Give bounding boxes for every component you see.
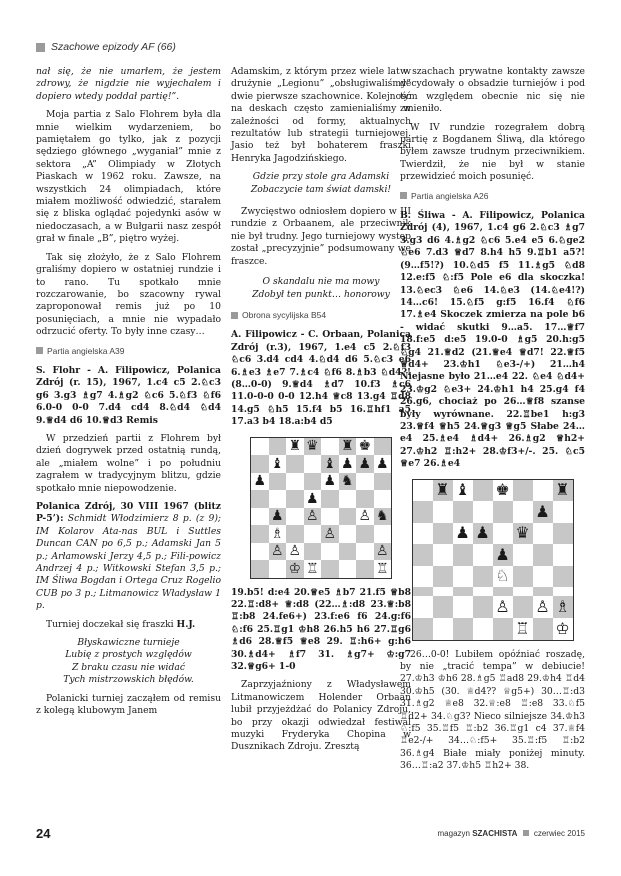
chess-piece: ♝ [453, 480, 473, 502]
chess-square [473, 480, 493, 502]
section-label-text: Partia angielska A39 [47, 345, 125, 356]
chess-square [251, 438, 269, 456]
chess-square [269, 473, 287, 491]
chess-square [453, 596, 473, 618]
game-moves: B. Śliwa - A. Filipowicz, Polanica Zdrój (4), 1967, 1.c4 g6 2.♘c3 ♗g7 3.g3 d6 4.♗g2 ♘c6 5.e4 e5 6.♘ge2 ♘e6 7.d3 ♕d7 8.h4 h5 9.♖b1 a5?! (9…f5!?) 10.♘d5 f5 11.♗g5 ♘d8 12.e:f5 ♘:f5 Pole e6 dla skoczka! 13.♘ec3 ♘e6 14.♘e3 (14.♘e4!?) 14…c6! 15.♘f5 g:f5 16.f4 ♘f6 17.♗e4 Skoczek zmierza na pole b6 - widać skutki 9…a5. 17…♕f7 18.f:e5 d:e5 19.0-0 ♗g5 20.h:g5 ♘g4 21.♕d2 (21.♕e4 ♕d7! 22.♕f5 ♕d4+ 23.♔h1 ♘e3-/+) 21…h4 Niejasne było 21…e4 22. ♘e4 ♘d4+ 23.♔g2 ♘e3+ 24.♔h1 h4 25.g4 f4 26.g6, chociaż po 26…♕f8 szanse były wyrównane. 22.♖be1 h:g3 23.♕f4 ♕h5 24.♕g3 ♕g5 Słabe 24…e4 25.♗e4 ♗d4+ 26.♗g2 ♕h2+ 27.♔h2 ♖:h2+ 28.♔f3+/-. 25. ♘c5 ♕e7 26.♗e4 [400, 210, 585, 470]
chess-square [433, 501, 453, 523]
poem [231, 276, 411, 301]
chess-square [374, 473, 392, 491]
chess-square [304, 543, 322, 561]
chess-square [513, 566, 533, 588]
chess-square [321, 490, 339, 508]
chess-square [433, 566, 453, 588]
poem-line: Gdzie przy stole gra Adamski [252, 171, 390, 183]
chess-square [533, 587, 553, 596]
chess-square [286, 473, 304, 491]
chess-piece: ♗ [553, 596, 573, 618]
chess-square [553, 544, 573, 566]
paragraph: 26…0-0! Lubiłem opóźniać roszadę, by nie „tracić tempa” w debiucie! 27.♔h3 ♔h6 28.♗g5 ♖ad8 29.♔h4 ♖d4 30.♔h5 (30. ♕d4?? ♕g5+) 30…♖:d3 31.♗g2 ♕e8 32.♕:e8 ♖:e8 33.♘f5 ♖d2+ 34.♘g3? Nieco silniejsze 34.♔h3 ♘:f5 35.♖f5 ♖:b2 36.♖g1 c4 37.♕f4 ♖e2-/+ 34…♘:f5+ 35.♖:f5 ♖:b2 36.♗g4 Białe miały poniżej minuty. 36…♖:a2 37.♔h5 ♖h2+ 38. [400, 648, 585, 772]
chess-piece: ♟ [533, 501, 553, 523]
chess-square [513, 587, 533, 596]
chess-square [473, 596, 493, 618]
chess-square [251, 508, 269, 526]
chess-piece: ♖ [374, 560, 392, 578]
header-square-icon [36, 43, 45, 52]
game-moves: 19.b5! d:e4 20.♕e5 ♗b7 21.f5 ♕b8 22.♖:d8+ ♕:d8 (22…♗:d8 23.♕:b8 ♖:b8 24.fe6+) 23.f:e6 f6 24.g:f6 ♘:f6 25.♖g1 ♔h8 26.h5 h6 27.♖g6 ♗d6 28.♕f5 ♕e8 29. ♖:h6+ g:h6 30.♗d4+ ♗f7 31. ♗g7+ ♔:g7 32.♕g6+ 1-0 [231, 586, 411, 672]
poem-line: O skandalu nie ma mowy [262, 276, 380, 288]
chess-square [286, 455, 304, 473]
chess-piece: ♟ [269, 508, 287, 526]
paragraph-text: Turniej doczekał się fraszki [46, 618, 174, 630]
paragraph-italic: Schmidt Włodzimierz 8 p. (z 9); IM Kolarov Ata-nas BUL i Suttles Duncan CAN po 6,5 p.; Adamski Jan 5 p.; Arłamowski Jerzy 4,5 p.; Fili-powicz Andrzej 4 p.; Witkowski Stefan 3,5 p.; IM Śliwa Bogdan i Ortega Cruz Rogelio CUB po 3 p.; Litmanowicz Władysław 1 p. [36, 513, 222, 612]
chess-square [533, 566, 553, 588]
chess-square [533, 480, 553, 502]
section-label-text: Obrona sycylijska B54 [242, 309, 327, 320]
chess-square [339, 543, 357, 561]
header-title: Szachowe epizody AF (66) [51, 41, 176, 53]
chess-square [251, 543, 269, 561]
chess-piece: ♟ [251, 473, 269, 491]
paragraph-bold: H.J. [176, 618, 196, 630]
chess-square [269, 490, 287, 508]
chess-piece: ♔ [553, 618, 573, 640]
chess-piece: ♟ [493, 544, 513, 566]
footer-magazine [438, 829, 586, 838]
footer-magazine-name: SZACHISTA [472, 829, 518, 838]
chess-piece: ♜ [553, 480, 573, 502]
chess-square [269, 438, 287, 456]
paragraph: Zwycięstwo odniosłem dopiero w III rundzie z Orbaanem, ale przeciwnik nie był trudny. Jego turniejowy występ został „precyzyjnie” podsumowany we fraszce. [231, 206, 411, 267]
footer-square-icon [523, 830, 529, 836]
poem-line: Zobaczycie tam świat damski! [250, 183, 392, 195]
game-moves: A. Filipowicz - C. Orbaan, Polanica Zdrój (r.3), 1967, 1.e4 c5 2.♘f3 ♘c6 3.d4 cd4 4.♘d4 d6 5.♘c3 e6 6.♗e3 ♗e7 7.♗c4 ♘f6 8.♗b3 ♘d4?! (8…0-0) 9.♕d4 ♗d7 10.f3 ♗c6 11.0-0-0 0-0 12.h4 ♕c8 13.g4 ♖d8 14.g5 ♘h5 15.f4 b5 16.♖hf1 a5 17.a3 b4 18.a:b4 d5 [231, 329, 411, 428]
chess-piece: ♞ [339, 473, 357, 491]
chess-piece: ♟ [453, 523, 473, 545]
chess-square [553, 587, 573, 596]
paragraph: nał się, że nie umarłem, że jestem zdrowy, że nigdzie nie wyjechałem i dopiero wtedy poddał partię!”. [36, 66, 221, 102]
chess-piece: ♜ [286, 438, 304, 456]
footer-issue: czerwiec 2015 [533, 829, 585, 838]
poem-line: Lubię z prostych względów [65, 649, 192, 661]
paragraph: Polanicki turniej zacząłem od remisu z kolegą klubowym Janem [36, 692, 221, 717]
chess-square [553, 523, 573, 545]
chess-square [339, 525, 357, 543]
chess-square [413, 596, 433, 618]
chess-square [304, 473, 322, 491]
chess-square [513, 596, 533, 618]
chess-square [356, 543, 374, 561]
chess-square [433, 523, 453, 545]
chess-square [413, 566, 433, 588]
poem [231, 171, 411, 196]
section-label-text: Partia angielska A26 [411, 190, 489, 201]
chess-square [453, 587, 473, 596]
section-label [231, 309, 411, 321]
chess-square [413, 480, 433, 502]
chess-square [473, 587, 493, 596]
chess-square [533, 618, 553, 640]
chess-square [413, 618, 433, 640]
poem-line: Tych mistrzowskich błędów. [63, 674, 194, 686]
chess-square [374, 490, 392, 508]
paragraph: W przedzień partii z Flohrem był dzień dogrywek przed ostatnią rundą, ale „miałem wolne” i po południu zagrałem w tradycyjnym blitzu, gdzie spotkało mnie niepowodzenie. [36, 432, 221, 494]
paragraph: w szachach prywatne kontakty zawsze decydowały o obsadzie turniejów i pod tym względem obecnie nic się nie zmieniło. [400, 66, 585, 115]
chess-square [413, 587, 433, 596]
chess-square [473, 566, 493, 588]
chess-square [553, 566, 573, 588]
chess-square [339, 560, 357, 578]
chess-square [251, 455, 269, 473]
chess-square [433, 596, 453, 618]
chess-piece: ♚ [356, 438, 374, 456]
chess-square [493, 618, 513, 640]
chess-diagram [250, 437, 392, 579]
chess-piece: ♙ [269, 543, 287, 561]
chess-piece: ♘ [493, 566, 513, 588]
page-header [36, 40, 176, 54]
chess-piece: ♔ [286, 560, 304, 578]
chess-square [453, 544, 473, 566]
chess-square [374, 525, 392, 543]
chess-piece: ♙ [356, 508, 374, 526]
chess-piece: ♞ [374, 508, 392, 526]
chess-square [356, 525, 374, 543]
chess-piece: ♟ [321, 473, 339, 491]
chess-square [339, 508, 357, 526]
column-3 [400, 66, 585, 779]
chess-square [321, 543, 339, 561]
chess-square [286, 508, 304, 526]
chess-square [339, 490, 357, 508]
chess-piece: ♜ [339, 438, 357, 456]
poem [36, 637, 221, 687]
chess-square [321, 508, 339, 526]
chess-square [286, 490, 304, 508]
poem-line: Z braku czasu nie widać [72, 661, 185, 673]
chess-piece: ♟ [374, 455, 392, 473]
chess-piece: ♟ [473, 523, 493, 545]
chess-square [533, 544, 553, 566]
section-square-icon [36, 347, 43, 354]
chess-square [513, 501, 533, 523]
chess-square [533, 523, 553, 545]
column-1 [36, 66, 221, 724]
chess-square [453, 566, 473, 588]
game-moves: S. Flohr - A. Filipowicz, Polanica Zdrój (r. 15), 1967, 1.c4 c5 2.♘c3 g6 3.g3 ♗g7 4.♗g2 ♘c6 5.♘f3 ♘f6 6.0-0 0-0 7.d4 cd4 8.♘d4 ♘d4 9.♕d4 d6 10.♕d3 Remis [36, 364, 221, 426]
poem-line: Zdobył ten punkt… honorowy [252, 288, 390, 300]
chess-square [513, 480, 533, 502]
chess-piece: ♙ [286, 543, 304, 561]
poem-line: Błyskawiczne turnieje [77, 637, 180, 649]
paragraph: Tak się złożyło, że z Salo Flohrem graliśmy dopiero w ostatniej rundzie i to rano. Tu spotkało mnie rozczarowanie, bo szacowny rywal zaproponował remis już po 10 posunięciach, a mnie nie wypadało odrzucić oferty. To były inne czasy… [36, 251, 221, 338]
section-label [400, 190, 585, 202]
chess-square [413, 501, 433, 523]
chess-square [304, 455, 322, 473]
section-label [36, 345, 221, 357]
column-2 [231, 66, 411, 760]
chess-square [413, 544, 433, 566]
chess-square [304, 525, 322, 543]
chess-square [433, 544, 453, 566]
chess-square [453, 618, 473, 640]
paragraph: Zaprzyjaźniony z Władysławem Litmanowiczem Holender Orbaan lubił przyjeżdżać do Polanicy Zdroju, bo przy okazji odwiedzał festiwal muzyki Fryderyka Chopina w Dusznikach Zdroju. Zresztą [231, 679, 411, 753]
chess-square [493, 501, 513, 523]
chess-square [251, 490, 269, 508]
chess-square [473, 501, 493, 523]
chess-piece: ♜ [433, 480, 453, 502]
chess-square [553, 501, 573, 523]
chess-piece: ♗ [269, 525, 287, 543]
chess-square [513, 544, 533, 566]
chess-piece: ♙ [533, 596, 553, 618]
paragraph [36, 501, 221, 613]
paragraph: W IV rundzie rozegrałem dobrą partię z Bogdanem Śliwą, dla którego byłem zawsze trudnym przeciwnikiem. Twierdził, że nie był w stanie przewidzieć moich posunięć. [400, 121, 585, 183]
chess-piece: ♙ [493, 596, 513, 618]
chess-piece: ♖ [513, 618, 533, 640]
chess-piece: ♖ [304, 560, 322, 578]
chess-square [433, 587, 453, 596]
chess-square [473, 618, 493, 640]
page-number: 24 [36, 826, 51, 841]
chess-diagram [412, 479, 574, 641]
chess-piece: ♟ [356, 455, 374, 473]
section-square-icon [400, 192, 407, 199]
chess-square [321, 560, 339, 578]
chess-square [473, 544, 493, 566]
paragraph-bold: Polanica Zdrój, 30 VIII 1967 (blitz P-5’): [36, 501, 221, 525]
chess-square [251, 560, 269, 578]
chess-square [433, 618, 453, 640]
chess-square [356, 473, 374, 491]
paragraph: Moja partia z Salo Flohrem była dla mnie wielkim wydarzeniem, bo pamiętałem go tylko, jak z pozycji sędziego głównego „wyganiał” mnie z sektora „A” Olimpiady w Złotych Piaskach w 1962 roku. Zawsze, na wszystkich 24 olimpiadach, które miałem możliwość odwiedzić, starałem się z bliska oglądać pojedynki asów w niedoczasach, a w Bułgarii nasz zespół grał w finale „B”, piętro wyżej. [36, 109, 221, 245]
chess-square [251, 525, 269, 543]
chess-piece: ♙ [304, 508, 322, 526]
chess-square [413, 523, 433, 545]
chess-piece: ♟ [339, 455, 357, 473]
paragraph [36, 619, 221, 631]
paragraph: Adamskim, z którym przez wiele lat w drużynie „Legionu” „obsługiwaliśmy” dwie pierwsze szachownice. Kolejność na deskach często zamienialiśmy w zależności od formy, aktualnych rezultatów lub strategii turniejowej. Jasio też był bohaterem fraszki Henryka Jagodzińskiego. [231, 66, 411, 164]
chess-square [493, 587, 513, 596]
chess-piece: ♟ [304, 490, 322, 508]
chess-piece: ♝ [321, 455, 339, 473]
chess-piece: ♛ [513, 523, 533, 545]
chess-square [374, 438, 392, 456]
chess-piece: ♝ [269, 455, 287, 473]
chess-square [356, 490, 374, 508]
section-square-icon [231, 312, 238, 319]
chess-square [286, 525, 304, 543]
chess-square [356, 560, 374, 578]
chess-square [453, 501, 473, 523]
chess-square [493, 523, 513, 545]
footer-magazine-prefix: magazyn [437, 829, 470, 838]
chess-piece: ♛ [304, 438, 322, 456]
chess-square [269, 560, 287, 578]
chess-piece: ♙ [374, 543, 392, 561]
chess-square [321, 438, 339, 456]
chess-piece: ♙ [321, 525, 339, 543]
chess-piece: ♚ [493, 480, 513, 502]
